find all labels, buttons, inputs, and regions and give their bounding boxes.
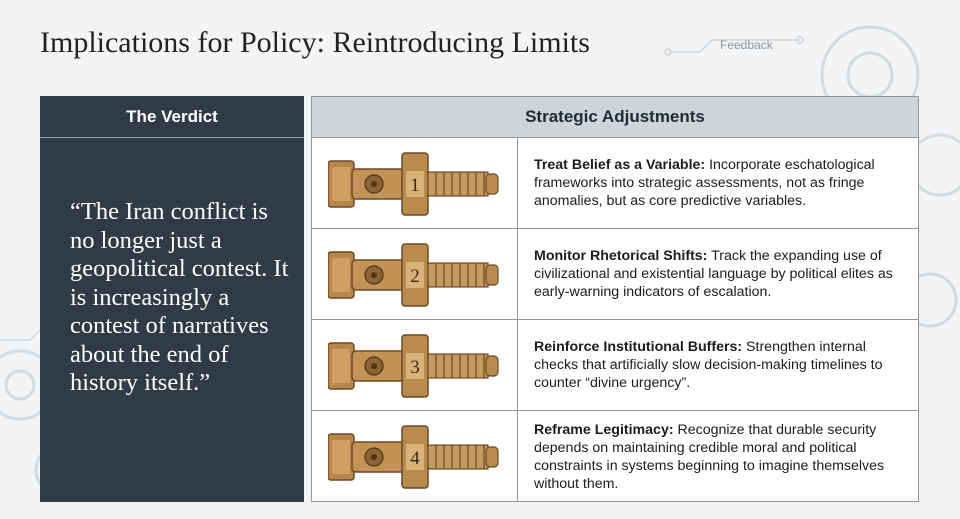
row-divider	[517, 229, 518, 319]
strategy-text	[534, 156, 906, 210]
strategy-row	[312, 229, 918, 320]
bolt-gear-icon	[328, 331, 502, 401]
step-number: 1	[410, 175, 420, 196]
page-title: Implications for Policy: Reintroducing Limits	[40, 26, 590, 59]
bolt-gear-icon	[328, 149, 502, 219]
step-number: 2	[410, 266, 420, 287]
step-number: 4	[410, 448, 420, 469]
bolt-gear-icon	[328, 240, 502, 310]
strategy-body: Recognize that durable security depends on maintaining credible moral and political constraints in systems beginning to imagine themselves without them.	[534, 421, 885, 492]
step-number: 3	[410, 357, 420, 378]
strategic-adjustments-heading: Strategic Adjustments	[312, 97, 918, 138]
strategy-title: Reinforce Institutional Buffers:	[534, 339, 743, 355]
verdict-heading: The Verdict	[40, 96, 304, 138]
strategy-body: Incorporate eschatological frameworks into strategic assessments, not as fringe anomalies, but as core predictive variables.	[534, 157, 875, 209]
strategy-row	[312, 411, 918, 502]
bolt-gear-icon	[328, 422, 502, 492]
strategy-body: Track the expanding use of civilizational and existential language by political elites as early-warning indicators of escalation.	[534, 248, 893, 300]
feedback-label: Feedback	[720, 38, 773, 52]
strategy-row	[312, 138, 918, 229]
strategy-title: Reframe Legitimacy:	[534, 421, 674, 438]
strategy-title: Treat Belief as a Variable:	[534, 157, 706, 173]
strategy-row	[312, 320, 918, 411]
strategy-text	[534, 247, 906, 301]
strategy-text	[534, 421, 906, 493]
row-divider	[517, 320, 518, 410]
verdict-panel	[40, 96, 304, 502]
row-divider	[517, 411, 518, 502]
strategy-body: Strengthen internal checks that artificially slow decision-making timelines to counter “divine urgency”.	[534, 339, 883, 391]
strategy-title: Monitor Rhetorical Shifts:	[534, 248, 708, 264]
verdict-quote: “The Iran conflict is no longer just a geopolitical contest. It is increasingly a contest of narratives about the end of history itself.”	[70, 198, 289, 396]
strategy-text	[534, 338, 906, 392]
row-divider	[517, 138, 518, 228]
strategic-adjustments-panel	[311, 96, 919, 502]
